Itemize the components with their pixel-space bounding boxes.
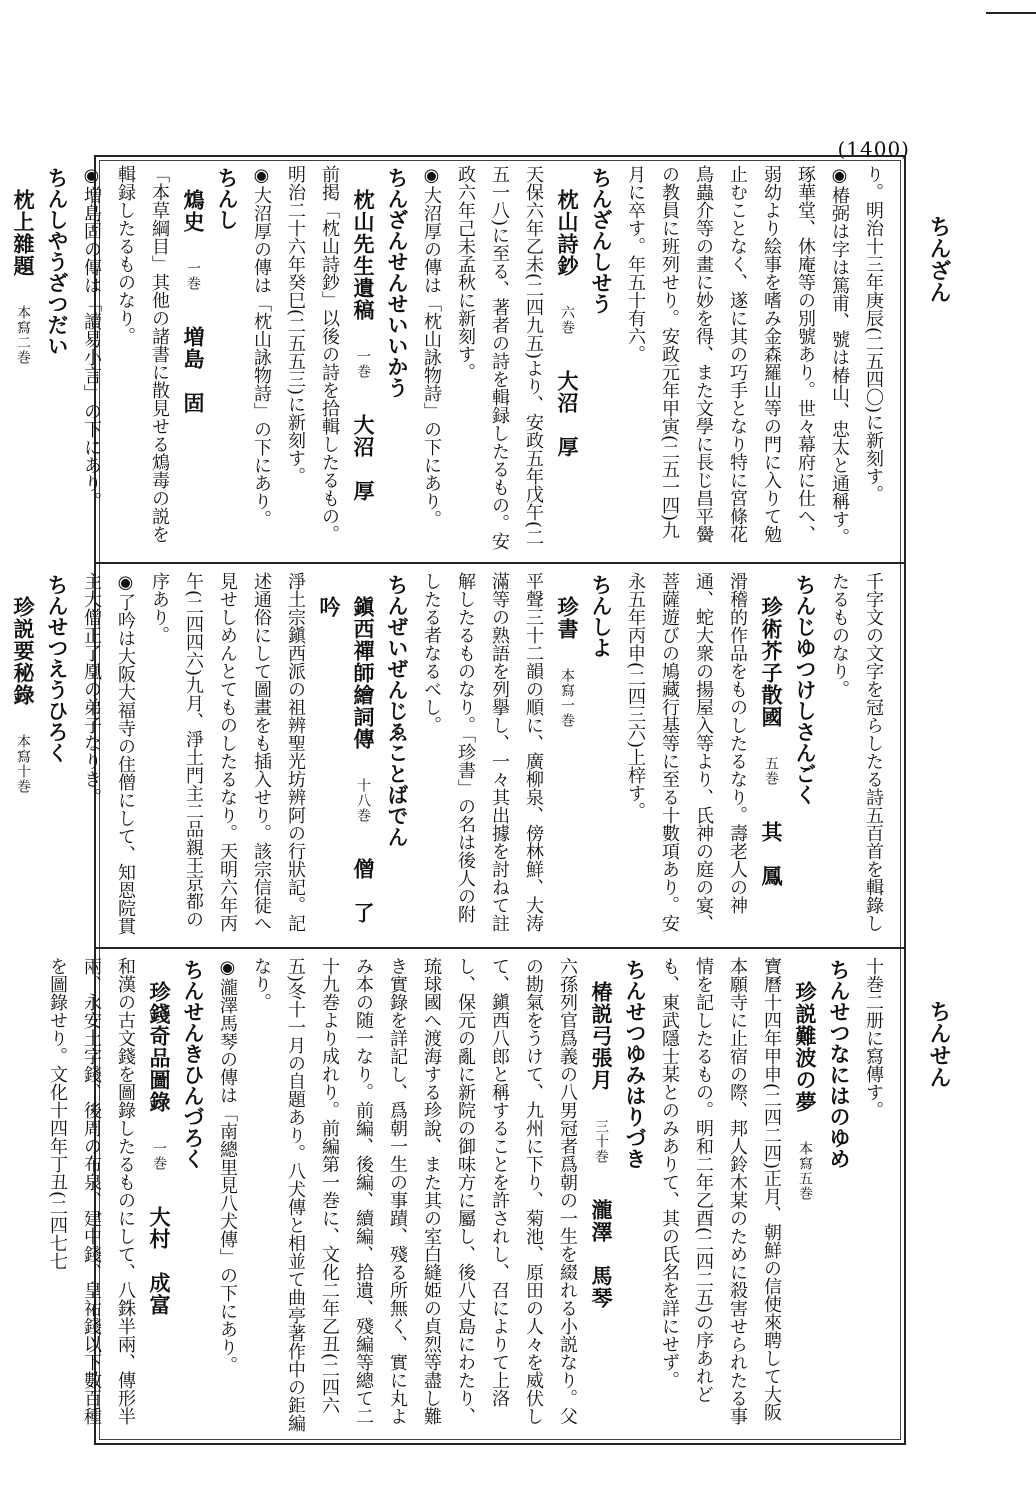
entry-title-line [788, 957, 822, 1435]
top-edge-rule [986, 0, 1036, 14]
entry-heading: ちんせつゆみはりづき [623, 959, 648, 1169]
entry-author: 僧 了吟 [317, 596, 376, 924]
entry-author: 増島 固 [181, 325, 206, 414]
entry-title-line [584, 957, 618, 1435]
entry-author: 瀧澤 馬琴 [589, 1198, 614, 1309]
entry-title: 枕山詩鈔 [555, 189, 580, 277]
entry-note: ◉瀧澤馬琴の傳は「南總里見八犬傳」の下にあり。 [217, 957, 238, 1374]
running-head-bottom: ちんせん [926, 1000, 952, 1088]
entry-title: 鴆史 [181, 189, 206, 233]
entry-body: 寶曆十四年甲申(二四二四)正月、朝鮮の信使來聘して大阪本願寺に止宿の際、邦人鈴木某のために殺害せられたる事情を記したるもの。明和二年乙酉(二四二五)の序あれども、東武隱士某とのみありて、其の氏名を詳にせず。 [659, 957, 782, 1425]
entry-heading: ちんしよ [589, 574, 614, 658]
page-frame [11, 155, 906, 1445]
entry-author: 大村 成富 [147, 1205, 172, 1316]
entry-body: 平聲三十二韻の順に、廣柳泉、傍林鮮、大涛滿等の熟語を列擧し、一々其出據を討ねて註解したるものなり。「珍書」の名は後人の附したる者なるべし。 [421, 572, 544, 932]
entry-volumes: 三十巻 [593, 1119, 609, 1165]
entry-heading: ちんせつなにはのゆめ [827, 959, 852, 1169]
entry-heading: ちんぜいぜんじゑことばでん [385, 574, 410, 847]
entry-heading: ちんせつえうひろく [45, 574, 70, 763]
entry-title: 珍錢奇品圖錄 [147, 981, 172, 1113]
tier-1 [11, 157, 896, 562]
entry-heading: ちんざんせんせいいかう [385, 167, 410, 398]
page-number: (1400) [837, 137, 910, 161]
entry-heading: ちんし [215, 167, 240, 230]
entry-author: 其 鳳 [759, 820, 784, 887]
entry-note: ◉大沼厚の傳は「枕山詠物詩」の下にあり。 [421, 165, 442, 528]
entry-volumes: 一巻 [185, 261, 201, 292]
tier3-lead-text: 十巻二册に寫傳す。 [863, 957, 884, 1119]
entry-volumes: 本寫二巻 [15, 305, 31, 366]
entry-title: 珍書 [555, 596, 580, 640]
entry-body: 淨土宗鎭西派の祖辨聖光坊辨阿の行狀記。記述通俗にして圖畫をも插入せり。該宗信徒へ見せしめんとてものしたるなり。天明六年丙午(二四四六)九月、淨土門主二品親王京都の序あり。 [149, 572, 306, 932]
entry-heading: ちんざんしせう [589, 167, 614, 314]
entry-body: 天保六年乙未(二四九五)より、安政五年戊午(二五一八)に至る、著者の詩を輯録したるもの。安政六年己未孟秋に新刻す。 [455, 165, 544, 551]
entry-title-line [312, 572, 380, 939]
entry-body: 前掲「枕山詩鈔」以後の詩を拾輯したるもの。明治二十六年癸巳(二五五三)に新刻す。 [285, 165, 340, 543]
tier-3 [47, 949, 896, 1443]
entry-title: 枕上雜題 [11, 189, 36, 277]
entry-title: 枕山先生遺稿 [351, 189, 376, 321]
tier2-lead-text: 千字文の文字を冠らしたる詩五百首を輯錄したるものなり。 [829, 572, 884, 932]
entry-title-line [550, 165, 584, 554]
entry-body: 和漢の古文錢を圖錄したるものにして、八銖半兩、傳形半兩、永安土字錢、後周の布泉、建中錢、皇祐錢以下數百種を圖錄せり。文化十四年丁丑(二四七七 [47, 957, 136, 1425]
entry-body [0, 572, 6, 939]
entry-title-line [6, 165, 40, 554]
entry-title-line [176, 165, 210, 554]
entry-title: 珍説難波の夢 [793, 981, 818, 1113]
entry-volumes: 本寫五巻 [797, 1141, 813, 1202]
running-head-top: ちんざん [926, 215, 952, 303]
entry-volumes: 一巻 [355, 349, 371, 380]
tier-2 [11, 564, 896, 947]
entry-heading: ちんじゆつけしさんごく [793, 574, 818, 805]
entry-body: 滑稽的作品をものしたるなり。壽老人の神通、蛇大衆の揚屋入等より、氏神の庭の宴、菩薩遊びの鳩藏行基等に至る十數項あり。安永五年丙申(二四三六)上梓す。 [625, 572, 748, 932]
entry-author: 大沼 厚 [351, 413, 376, 502]
entry-author: 大沼 厚 [555, 369, 580, 458]
entry-title-line [754, 572, 788, 939]
entry-title: 珍説要秘錄 [11, 596, 36, 706]
entry-title: 鎭西禪師繪詞傳 [351, 596, 376, 750]
tier1-note: ◉椿弼は字は篤甫、號は椿山、忠太と通稱す。琢華堂、休庵等の別號あり。世々幕府に仕へ、弱幼より絵事を嗜み金森羅山等の門に入りて勉止むことなく、遂に其の巧手となり特に宮條花鳥蟲介等の畫に妙を得、また文學に長じ昌平黌の教員に班列せり。安政元年甲寅(二五一四)九月に卒す。年五十有六。 [625, 165, 850, 546]
entry-note: ◉了吟は大阪大福寺の住僧にして、知恩院貫主大僧正了凰の弟子なりき。 [81, 572, 136, 935]
entry-title: 椿説弓張月 [589, 981, 614, 1091]
entry-title-line [142, 957, 176, 1435]
tier1-lead-text: り。明治十三年庚辰(二五四〇)に新刻す。 [863, 165, 884, 504]
entry-heading: ちんせんきひんづろく [181, 959, 206, 1169]
entry-note: ◉増島固の傳は「讀易小言」の下にあり。 [81, 165, 102, 510]
entry-body: 「本草綱目」其他の諸書に散見せる鴆毒の説を輯録したるものなり。 [115, 165, 170, 543]
entry-title-line [550, 572, 584, 939]
entry-body: 六孫列官爲義の八男冠者爲朝の一生を綴れる小説なり。父の勘氣をうけて、九州に下り、菊池、原田の人々を威伏して、鎭西八郎と稱することを許されし、召によりて上洛し、保元の亂に新院の御味方に屬し、後八丈島にわたり、琉球國へ渡海する珍說、また其の室白縫姫の貞烈等盡し難き實錄を詳記し、爲朝一生の事蹟、殘る所無く、實に丸よみ本の随一なり。前編、後編、續編、拾遺、殘編等總て二十九巻より成れり。前編第一巻に、文化二年乙丑(二四六五)冬十一月の自題あり。八犬傳と相並て曲亭著作中の鉅編なり。 [251, 957, 578, 1433]
entry-title-line [346, 165, 380, 554]
entry-volumes: 十八巻 [355, 778, 371, 824]
entry-volumes: 六巻 [559, 305, 575, 336]
entry-heading: ちんしやうざつだい [45, 167, 70, 356]
entry-volumes: 一巻 [151, 1141, 167, 1172]
entry-volumes: 本寫十巻 [15, 734, 31, 795]
entry-volumes: 五巻 [763, 756, 779, 787]
entry-title-line [6, 572, 40, 939]
entry-title: 珍術芥子散國 [759, 596, 784, 728]
entry-note: ◉大沼厚の傳は「枕山詠物詩」の下にあり。 [251, 165, 272, 528]
entry-volumes: 本寫一巻 [559, 668, 575, 729]
